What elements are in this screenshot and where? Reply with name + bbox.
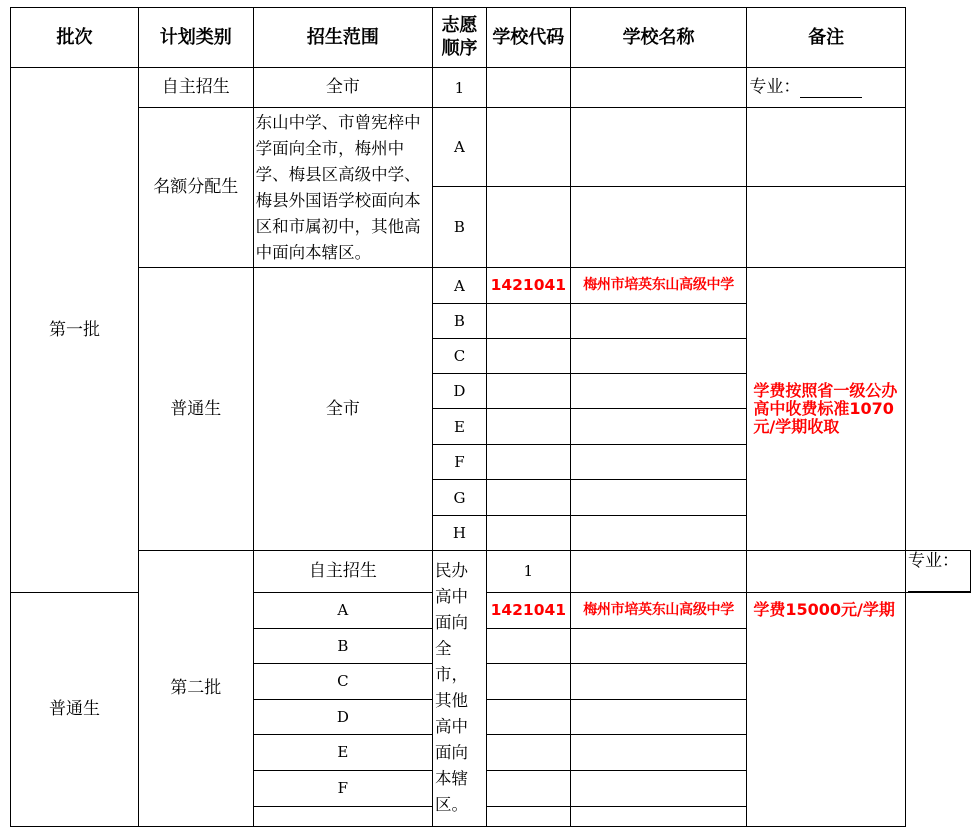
order-cell: E <box>433 409 487 445</box>
school-code-input[interactable] <box>486 409 570 445</box>
b1-regular-scope: 全市 <box>253 268 432 551</box>
table-row <box>11 108 971 187</box>
school-name-input[interactable] <box>570 187 747 268</box>
school-name-input[interactable] <box>570 409 747 445</box>
order-cell: B <box>433 187 487 268</box>
school-code-input[interactable] <box>486 806 570 826</box>
school-code-value[interactable]: 1421041 <box>486 268 570 304</box>
school-name-value[interactable]: 梅州市培英东山高级中学 <box>570 268 747 304</box>
school-name-input[interactable] <box>570 628 747 663</box>
school-code-value[interactable]: 1421041 <box>486 592 570 628</box>
school-name-input[interactable] <box>570 304 747 339</box>
header-school-name: 学校名称 <box>570 8 747 68</box>
table-row <box>11 268 971 304</box>
school-name-value[interactable]: 梅州市培英东山高级中学 <box>570 592 747 628</box>
school-code-input[interactable] <box>486 699 570 734</box>
fee-note: 学费15000元/学期 <box>747 592 906 826</box>
school-code-input[interactable] <box>486 628 570 663</box>
order-cell: F <box>253 770 432 806</box>
header-remark: 备注 <box>747 8 906 68</box>
header-plan-type: 计划类别 <box>138 8 253 68</box>
school-code-input[interactable] <box>486 445 570 480</box>
school-code-input[interactable] <box>486 734 570 770</box>
school-name-input[interactable] <box>570 445 747 480</box>
school-name-input[interactable] <box>570 480 747 516</box>
school-code-input[interactable] <box>486 187 570 268</box>
header-order <box>433 8 487 68</box>
major-remark <box>906 551 971 593</box>
order-cell: C <box>253 663 432 699</box>
header-row <box>11 8 971 68</box>
major-label: 专业： <box>749 77 801 98</box>
b2-self-type: 自主招生 <box>253 551 432 593</box>
school-name-input[interactable] <box>570 374 747 409</box>
b1-quota-scope: 东山中学、市曾宪梓中学面向全市，梅州中学、梅县区高级中学、梅县外国语学校面向本区和市属初中，其他高中面向本辖区。 <box>253 108 432 268</box>
school-name-input[interactable] <box>570 734 747 770</box>
b2-scope: 民办高中面向全市，其他高中面向本辖区。 <box>433 551 487 827</box>
header-scope: 招生范围 <box>253 8 432 68</box>
school-name-input[interactable] <box>570 806 747 826</box>
major-label: 专业： <box>908 551 959 571</box>
b1-self-type: 自主招生 <box>138 68 253 108</box>
header-order-line1: 志愿 <box>441 15 478 36</box>
school-name-input[interactable] <box>570 516 747 551</box>
order-cell: C <box>433 339 487 374</box>
major-blank[interactable] <box>800 80 862 98</box>
order-cell: A <box>433 108 487 187</box>
order-cell: 1 <box>486 551 570 593</box>
table-row <box>11 68 971 108</box>
order-cell: 1 <box>433 68 487 108</box>
header-order-line2: 顺序 <box>441 37 478 59</box>
school-code-input[interactable] <box>486 68 570 108</box>
volunteer-form-table <box>10 7 971 827</box>
school-name-input[interactable] <box>570 108 747 187</box>
b2-regular-type: 普通生 <box>11 592 139 826</box>
order-cell: D <box>433 374 487 409</box>
school-code-input[interactable] <box>570 551 747 593</box>
b1-regular-type: 普通生 <box>138 268 253 551</box>
order-cell: H <box>433 516 487 551</box>
school-code-input[interactable] <box>486 516 570 551</box>
order-cell: B <box>253 628 432 663</box>
school-code-input[interactable] <box>486 663 570 699</box>
school-code-input[interactable] <box>486 108 570 187</box>
school-name-input[interactable] <box>570 699 747 734</box>
school-name-input[interactable] <box>747 551 906 593</box>
major-blank[interactable] <box>908 574 970 592</box>
school-code-input[interactable] <box>486 304 570 339</box>
fee-note: 学费按照省一级公办高中收费标准1070元/学期收取 <box>747 268 906 551</box>
order-cell-empty <box>253 806 432 826</box>
school-name-input[interactable] <box>570 663 747 699</box>
batch1-label: 第一批 <box>11 68 139 593</box>
order-cell: B <box>433 304 487 339</box>
order-cell: A <box>433 268 487 304</box>
school-code-input[interactable] <box>486 480 570 516</box>
batch2-label: 第二批 <box>138 551 253 827</box>
remark-cell[interactable] <box>747 108 906 187</box>
order-cell: E <box>253 734 432 770</box>
school-name-input[interactable] <box>570 339 747 374</box>
header-batch: 批次 <box>11 8 139 68</box>
table-row <box>11 551 971 593</box>
header-school-code: 学校代码 <box>486 8 570 68</box>
school-code-input[interactable] <box>486 374 570 409</box>
school-code-input[interactable] <box>486 339 570 374</box>
order-cell: D <box>253 699 432 734</box>
school-code-input[interactable] <box>486 770 570 806</box>
b1-quota-type: 名额分配生 <box>138 108 253 268</box>
b1-self-scope: 全市 <box>253 68 432 108</box>
order-cell: F <box>433 445 487 480</box>
order-cell: A <box>253 592 432 628</box>
school-name-input[interactable] <box>570 68 747 108</box>
order-cell: G <box>433 480 487 516</box>
remark-cell[interactable] <box>747 187 906 268</box>
school-name-input[interactable] <box>570 770 747 806</box>
major-remark <box>747 68 906 108</box>
